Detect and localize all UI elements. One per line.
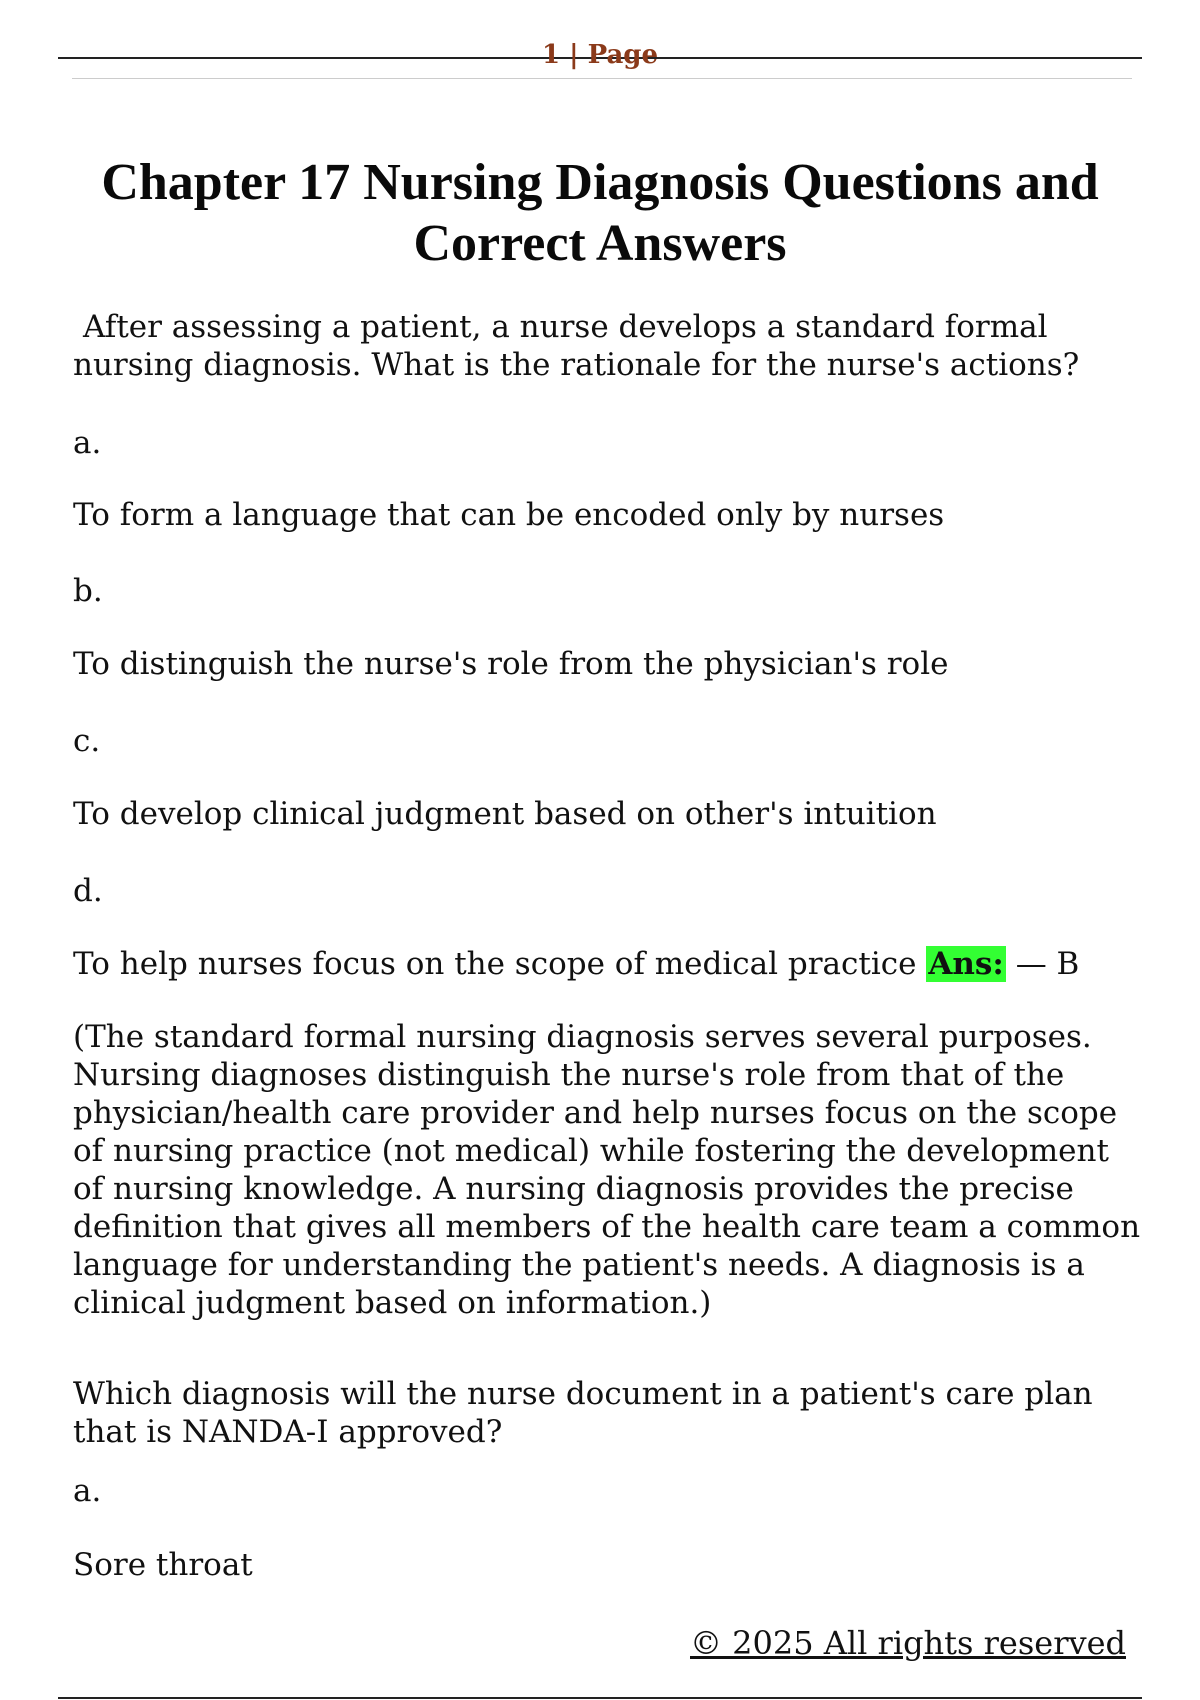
header-subrule bbox=[72, 78, 1132, 79]
question-1-option-d-letter: d. bbox=[73, 873, 103, 909]
question-2-option-a-text: Sore throat bbox=[73, 1547, 253, 1583]
question-1-option-a-text: To form a language that can be encoded only by nurses bbox=[73, 497, 945, 533]
question-1-option-d-text: To help nurses focus on the scope of medical practice bbox=[73, 946, 917, 982]
question-1-option-b-text: To distinguish the nurse's role from the physician's role bbox=[73, 646, 949, 682]
copyright-notice: © 2025 All rights reserved bbox=[690, 1624, 1126, 1662]
page-number: 1 | Page bbox=[541, 40, 659, 70]
answer-value: — B bbox=[1015, 946, 1080, 982]
question-1-option-d-line bbox=[73, 945, 1143, 983]
question-2-stem: Which diagnosis will the nurse document in a patient's care plan that is NANDA-I approved? bbox=[73, 1376, 1093, 1450]
question-1-option-b-letter: b. bbox=[73, 573, 103, 609]
footer-rule bbox=[58, 1697, 1142, 1699]
question-1-stem: After assessing a patient, a nurse develops a standard formal nursing diagnosis. What is the rationale for the nurse's actions? bbox=[73, 309, 1080, 383]
question-1-option-c-letter: c. bbox=[73, 723, 101, 759]
answer-label: Ans: bbox=[928, 946, 1004, 982]
question-1-option-c-text: To develop clinical judgment based on other's intuition bbox=[73, 796, 937, 832]
question-2-option-a-letter: a. bbox=[73, 1473, 102, 1509]
question-1-rationale: (The standard formal nursing diagnosis serves several purposes. Nursing diagnoses distinguish the nurse's role from that of the physician/health care provider and help nurses focus on the scope of nursing practice (not medical) while fostering the development of nursing knowledge. A nursing diagnosis provides the precise definition that gives all members of the health care team a common language for understanding the patient's needs. A diagnosis is a clinical judgment based on information.) bbox=[73, 1019, 1141, 1321]
document-title: Chapter 17 Nursing Diagnosis Questions and Correct Answers bbox=[101, 154, 1099, 272]
question-1-option-a-letter: a. bbox=[73, 425, 102, 461]
